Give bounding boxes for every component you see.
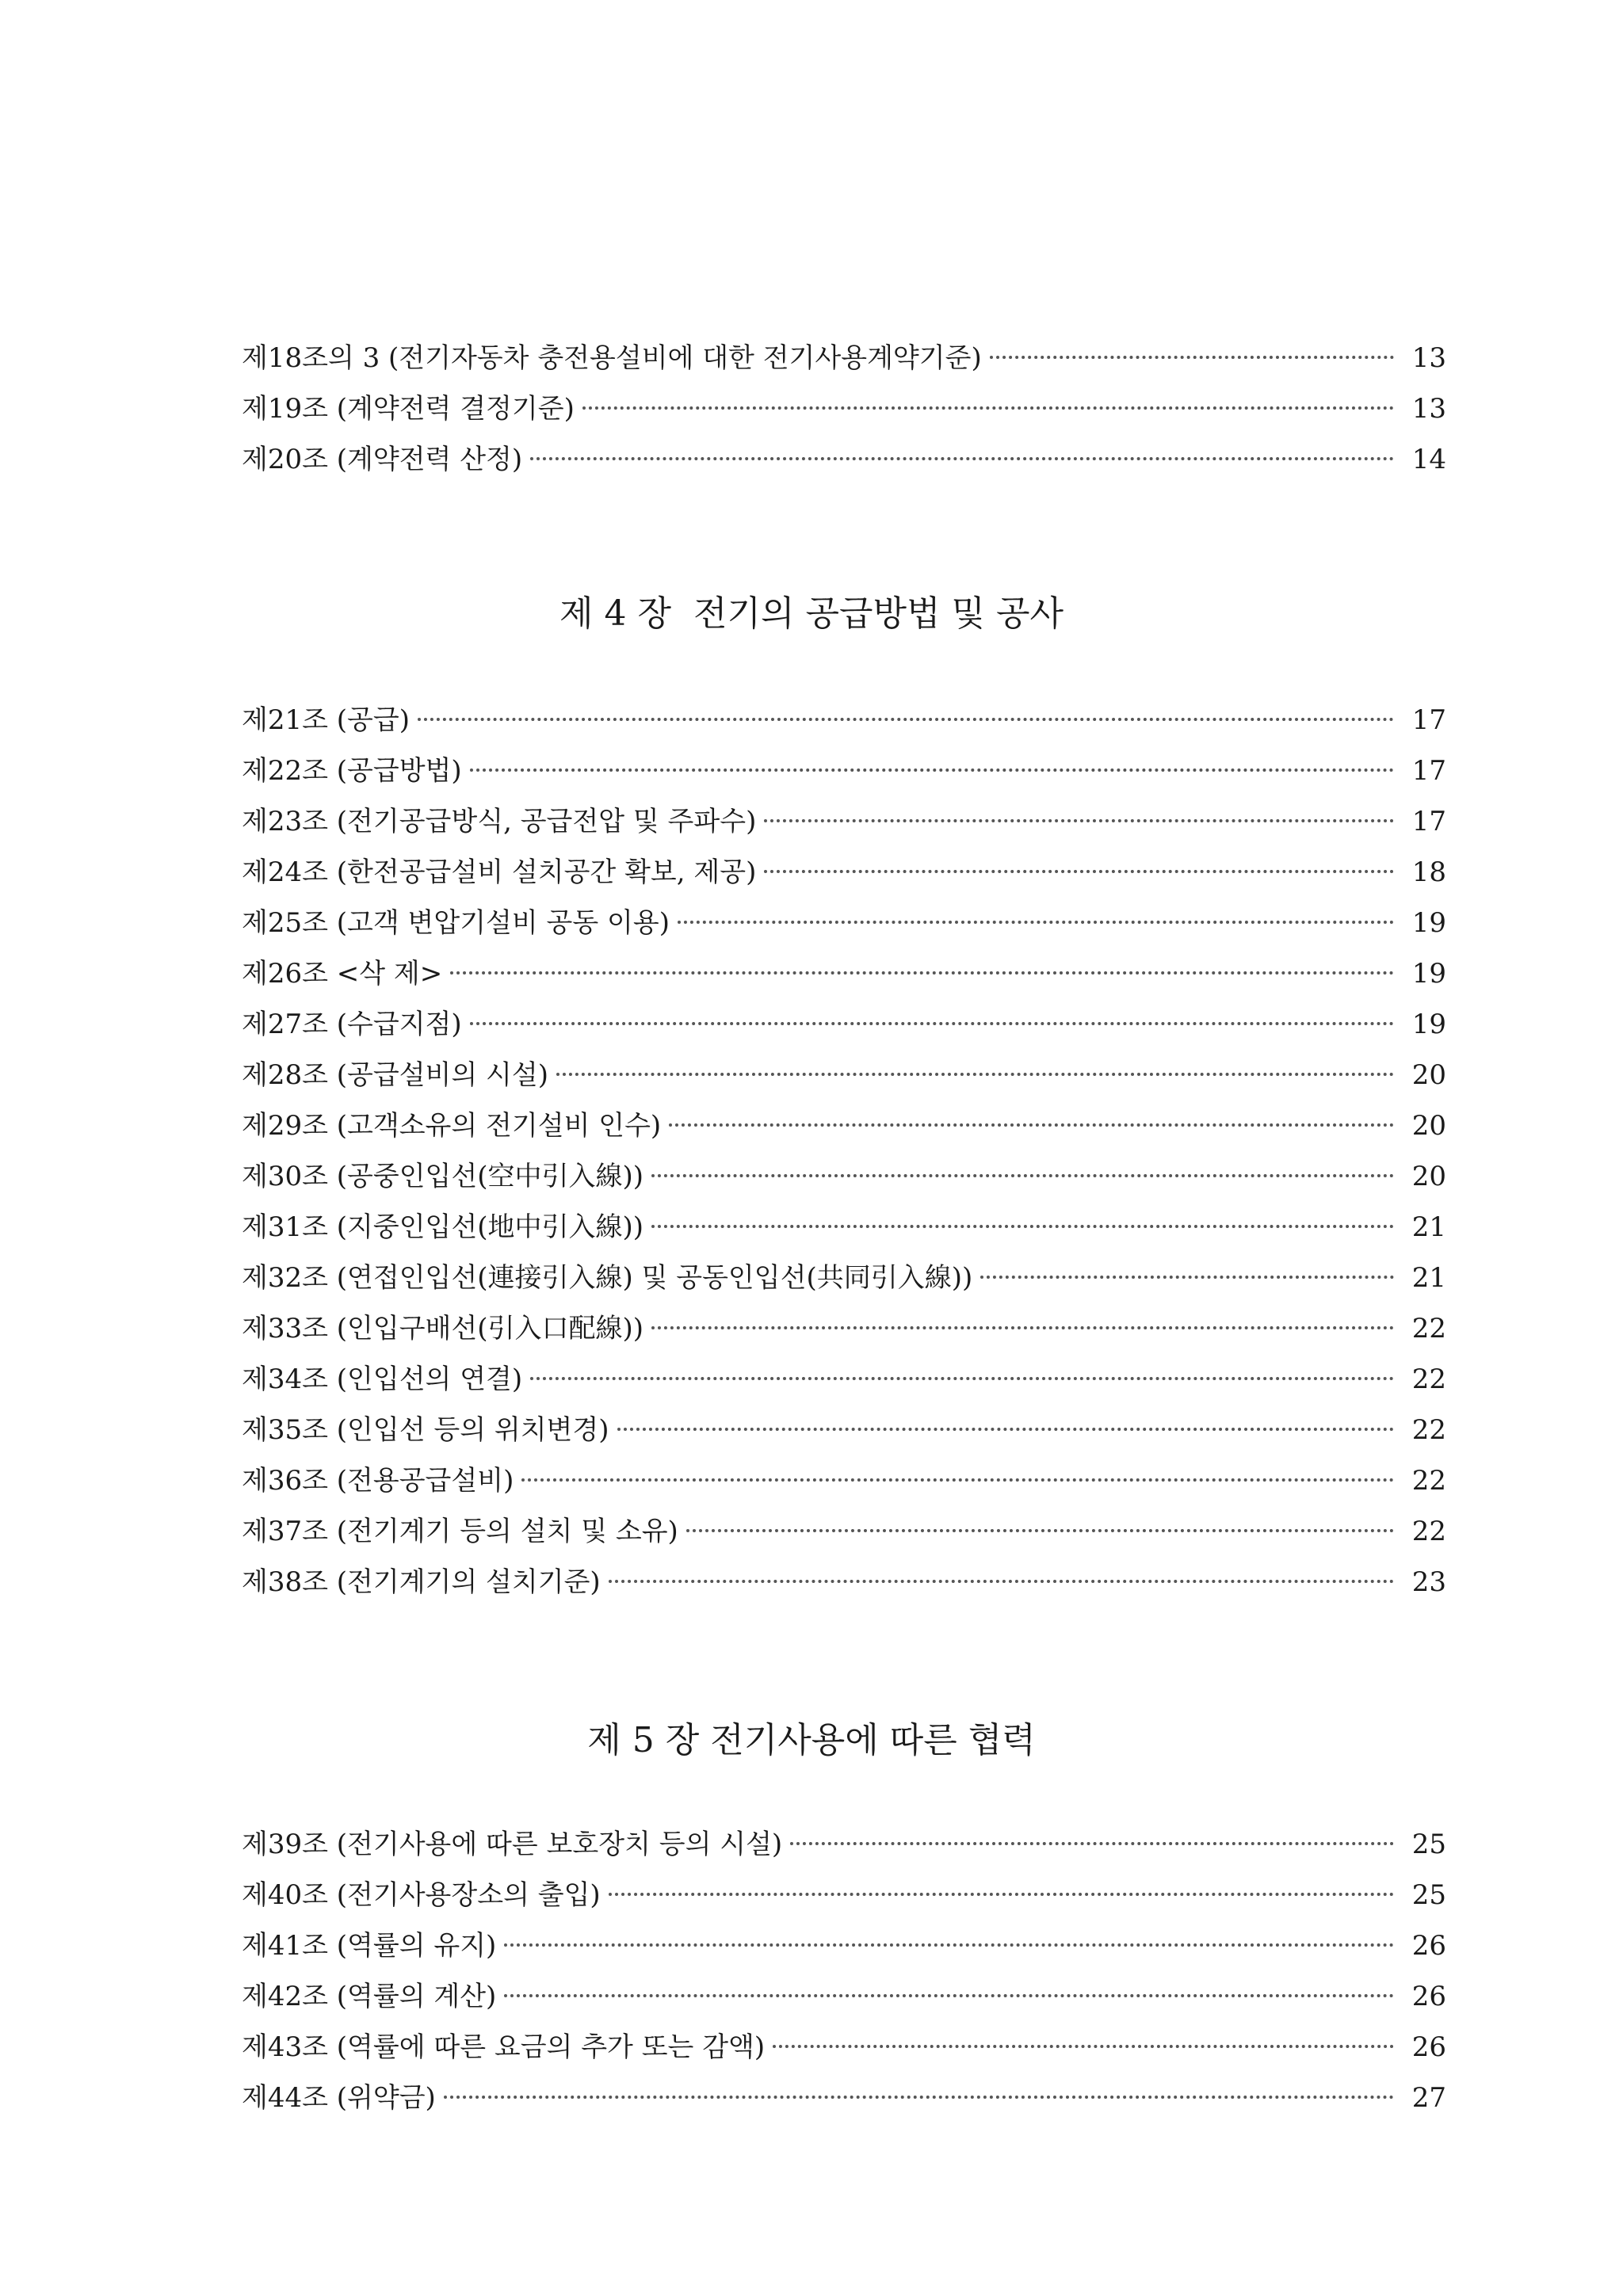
dot-leader [764,819,1394,822]
dot-leader [470,1022,1394,1025]
toc-entry-page-number: 20 [1411,1110,1446,1142]
toc-entry-page-number: 17 [1411,755,1446,787]
toc-entry-page-number: 17 [1411,806,1446,837]
toc-entry-page-number: 25 [1411,1829,1446,1860]
toc-entry-title: 제28조 (공급설비의 시설) [242,1059,549,1091]
toc-entry [242,434,1446,485]
toc-entry-title: 제37조 (전기계기 등의 설치 및 소유) [242,1516,678,1547]
dot-leader [678,921,1394,924]
toc-entry-title: 제30조 (공중인입선(空中引入線)) [242,1161,644,1192]
toc-entry-title: 제27조 (수급지점) [242,1009,462,1040]
toc-entry-page-number: 25 [1411,1879,1446,1911]
toc-entry-title: 제18조의 3 (전기자동차 충전용설비에 대한 전기사용계약기준) [242,342,982,374]
dot-leader [651,1326,1394,1329]
toc-entry-page-number: 13 [1411,393,1446,425]
toc-entry-title: 제44조 (위약금) [242,2082,436,2114]
toc-entry-title: 제31조 (지중인입선(地中引入線)) [242,1211,644,1243]
toc-entry-page-number: 14 [1411,444,1446,475]
toc-entry-page-number: 26 [1411,2031,1446,2063]
toc-entry-title: 제42조 (역률의 계산) [242,1981,497,2012]
toc-entry-page-number: 22 [1411,1414,1446,1446]
toc-section-chapter-5 [242,1819,1446,2123]
dot-leader [530,1377,1394,1380]
toc-entry-page-number: 22 [1411,1313,1446,1344]
dot-leader [990,356,1394,359]
toc-entry [242,847,1446,898]
toc-entry-page-number: 22 [1411,1363,1446,1395]
toc-entry-title: 제22조 (공급방법) [242,755,462,787]
toc-entry [242,2022,1446,2073]
toc-entry-title: 제35조 (인입선 등의 위치변경) [242,1414,609,1446]
dot-leader [686,1529,1394,1532]
toc-entry [242,1557,1446,1608]
toc-entry-title: 제29조 (고객소유의 전기설비 인수) [242,1110,662,1142]
toc-entry [242,695,1446,746]
toc-entry-page-number: 13 [1411,342,1446,374]
toc-entry-page-number: 26 [1411,1981,1446,2012]
dot-leader [556,1073,1394,1076]
toc-entry [242,1303,1446,1354]
toc-entry [242,1920,1446,1971]
toc-entry-title: 제24조 (한전공급설비 설치공간 확보, 제공) [242,856,757,888]
dot-leader [609,1893,1394,1896]
dot-leader [582,406,1394,410]
toc-entry [242,1819,1446,1870]
toc-entry-title: 제36조 (전용공급설비) [242,1465,514,1497]
dot-leader [669,1123,1394,1127]
toc-entry-page-number: 20 [1411,1059,1446,1091]
toc-entry [242,2073,1446,2123]
toc-entry-page-number: 21 [1411,1262,1446,1294]
toc-entry-title: 제40조 (전기사용장소의 출입) [242,1879,601,1911]
toc-entry-title: 제43조 (역률에 따른 요금의 추가 또는 감액) [242,2031,766,2063]
toc-entry-title: 제34조 (인입선의 연결) [242,1363,523,1395]
dot-leader [450,971,1394,974]
toc-entry [242,1050,1446,1100]
toc-entry-title: 제21조 (공급) [242,704,410,736]
toc-entry [242,1202,1446,1253]
dot-leader [470,769,1394,772]
toc-entry-page-number: 20 [1411,1161,1446,1192]
toc-entry-page-number: 23 [1411,1566,1446,1598]
toc-section-chapter-4 [242,695,1446,1608]
dot-leader [609,1580,1394,1583]
toc-entry [242,383,1446,434]
chapter-4-heading: 제 4 장 전기의 공급방법 및 공사 [559,593,1064,634]
toc-entry [242,746,1446,796]
toc-entry-title: 제39조 (전기사용에 따른 보호장치 등의 시설) [242,1829,783,1860]
dot-leader [651,1225,1394,1228]
toc-entry-page-number: 22 [1411,1516,1446,1547]
dot-leader [504,1943,1394,1947]
toc-entry-title: 제19조 (계약전력 결정기준) [242,393,575,425]
dot-leader [980,1276,1394,1279]
toc-entry [242,1151,1446,1202]
toc-entry [242,1506,1446,1557]
toc-entry [242,1405,1446,1455]
toc-entry-page-number: 18 [1411,856,1446,888]
toc-entry [242,1971,1446,2022]
toc-entry-title: 제41조 (역률의 유지) [242,1930,497,1962]
dot-leader [444,2096,1394,2099]
toc-entry-page-number: 19 [1411,1009,1446,1040]
toc-entry-title: 제23조 (전기공급방식, 공급전압 및 주파수) [242,806,757,837]
dot-leader [617,1428,1395,1431]
toc-entry-title: 제25조 (고객 변압기설비 공동 이용) [242,907,670,939]
dot-leader [790,1842,1394,1845]
toc-entry [242,1870,1446,1920]
dot-leader [504,1994,1394,1997]
toc-entry [242,333,1446,383]
toc-entry-page-number: 27 [1411,2082,1446,2114]
toc-entry [242,1354,1446,1405]
toc-entry-page-number: 22 [1411,1465,1446,1497]
dot-leader [530,457,1394,460]
toc-entry [242,999,1446,1050]
toc-entry-page-number: 21 [1411,1211,1446,1243]
toc-entry-title: 제33조 (인입구배선(引入口配線)) [242,1313,644,1344]
toc-section-top [242,333,1446,485]
toc-entry [242,1253,1446,1303]
toc-entry [242,796,1446,847]
toc-entry [242,948,1446,999]
toc-entry [242,1100,1446,1151]
dot-leader [764,870,1394,873]
dot-leader [418,718,1394,721]
dot-leader [651,1174,1394,1177]
toc-entry-title: 제32조 (연접인입선(連接引入線) 및 공동인입선(共同引入線)) [242,1262,973,1294]
toc-entry-page-number: 26 [1411,1930,1446,1962]
chapter-5-heading: 제 5 장 전기사용에 따른 협력 [587,1720,1036,1760]
toc-entry-page-number: 17 [1411,704,1446,736]
toc-entry [242,898,1446,948]
toc-entry-title: 제20조 (계약전력 산정) [242,444,523,475]
dot-leader [521,1478,1394,1482]
toc-entry-title: 제26조 <삭 제> [242,958,443,990]
toc-entry-page-number: 19 [1411,958,1446,990]
toc-entry [242,1455,1446,1506]
toc-entry-title: 제38조 (전기계기의 설치기준) [242,1566,601,1598]
toc-entry-page-number: 19 [1411,907,1446,939]
dot-leader [773,2045,1394,2048]
